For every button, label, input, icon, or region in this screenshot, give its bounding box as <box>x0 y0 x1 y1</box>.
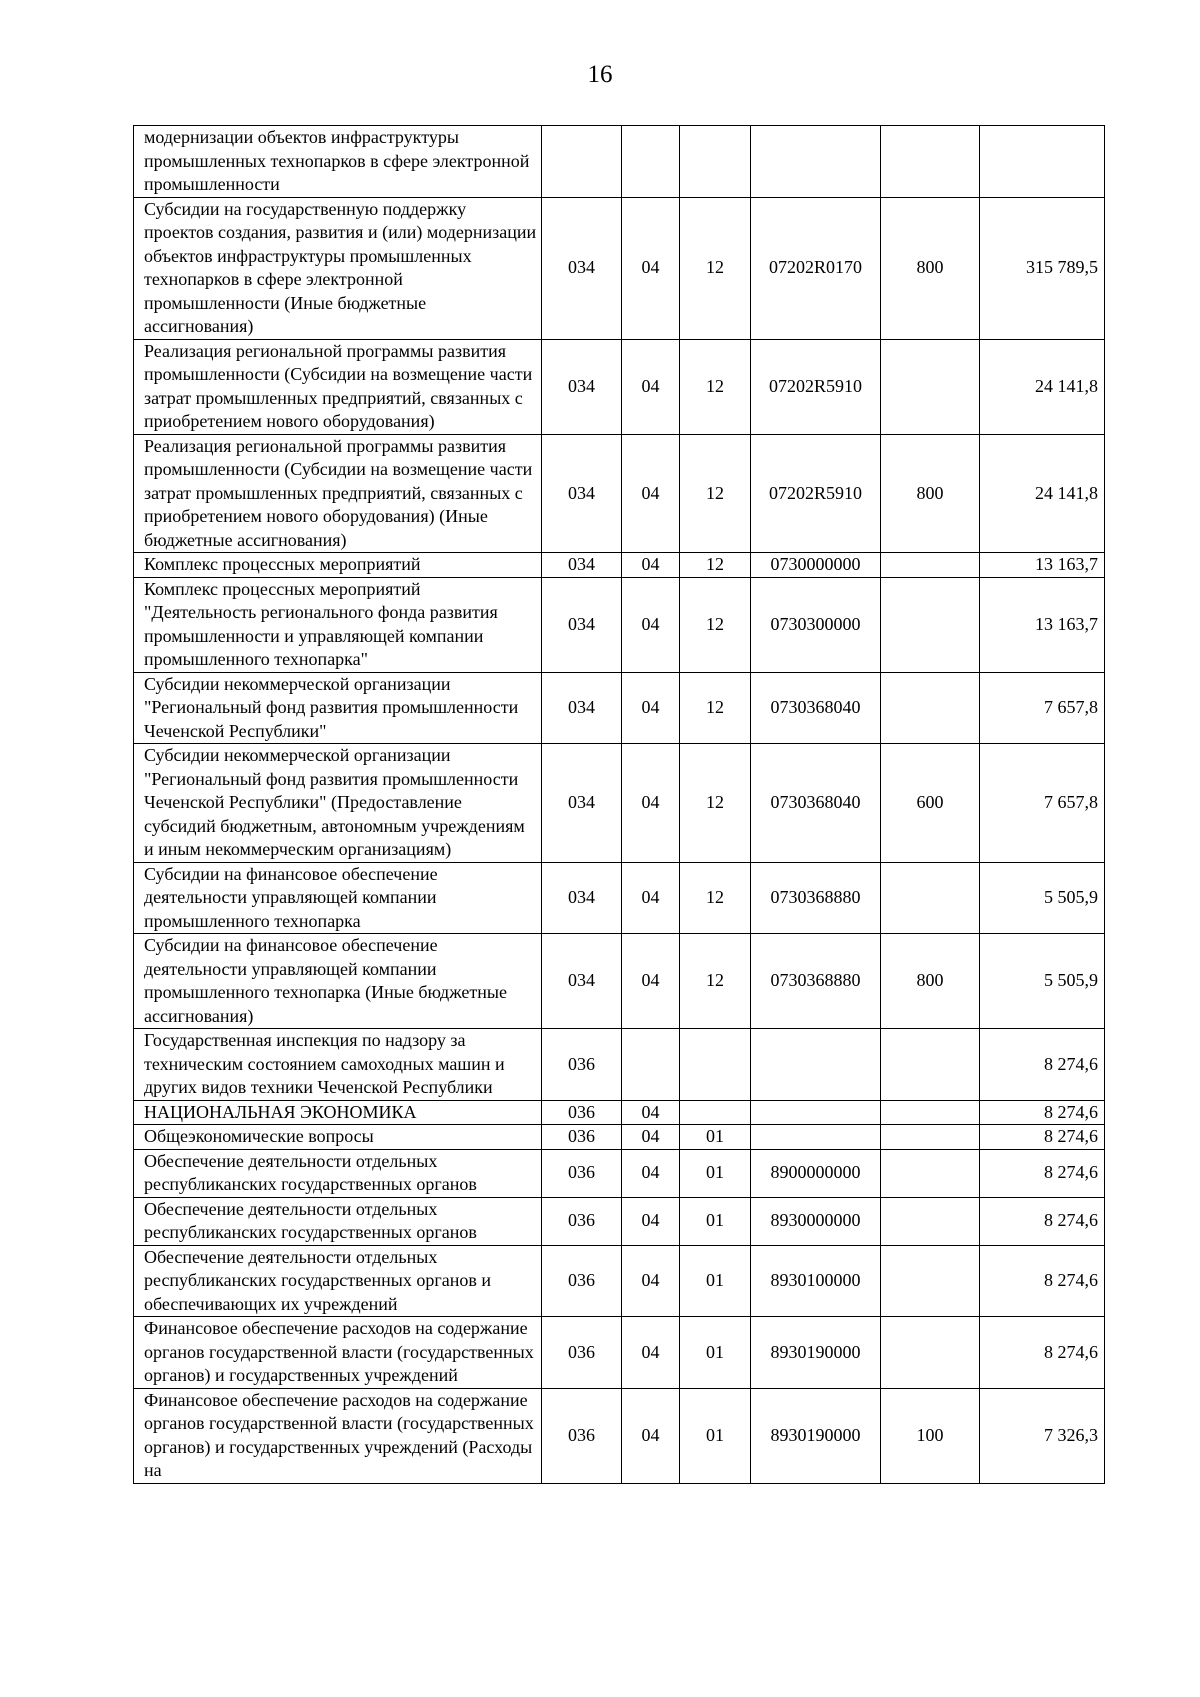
cell-pr: 12 <box>680 434 751 553</box>
cell-pr: 01 <box>680 1197 751 1245</box>
cell-grbs <box>542 126 622 198</box>
cell-vr <box>881 126 980 198</box>
table-row <box>134 1029 1105 1101</box>
cell-amount: 8 274,6 <box>980 1197 1105 1245</box>
cell-name: Финансовое обеспечение расходов на содержание органов государственной власти (государственных органов) и государственных учреждений (Расходы на <box>134 1388 542 1483</box>
cell-name: Субсидии некоммерческой организации "Региональный фонд развития промышленности Чеченской Республики" (Предоставление субсидий бюджетным, автономным учреждениям и иным некоммерческим организациям) <box>134 744 542 863</box>
cell-csr: 07202R5910 <box>751 339 881 434</box>
cell-rz: 04 <box>622 1317 680 1389</box>
cell-csr: 8930190000 <box>751 1388 881 1483</box>
cell-grbs: 036 <box>542 1197 622 1245</box>
cell-csr: 0730368040 <box>751 744 881 863</box>
cell-pr: 12 <box>680 862 751 934</box>
cell-csr: 0730300000 <box>751 577 881 672</box>
cell-name: модернизации объектов инфраструктуры промышленных технопарков в сфере электронной промышленности <box>134 126 542 198</box>
cell-pr: 01 <box>680 1245 751 1317</box>
table-row <box>134 577 1105 672</box>
cell-amount: 315 789,5 <box>980 197 1105 339</box>
cell-amount: 8 274,6 <box>980 1245 1105 1317</box>
cell-name: Субсидии некоммерческой организации "Региональный фонд развития промышленности Чеченской Республики" <box>134 672 542 744</box>
cell-grbs: 036 <box>542 1317 622 1389</box>
cell-vr <box>881 1245 980 1317</box>
cell-rz: 04 <box>622 1100 680 1125</box>
cell-csr: 0730000000 <box>751 553 881 578</box>
cell-csr: 0730368040 <box>751 672 881 744</box>
cell-amount: 8 274,6 <box>980 1149 1105 1197</box>
table-row <box>134 1197 1105 1245</box>
cell-amount <box>980 126 1105 198</box>
table-row <box>134 197 1105 339</box>
cell-vr <box>881 1029 980 1101</box>
cell-grbs: 036 <box>542 1388 622 1483</box>
cell-vr <box>881 1197 980 1245</box>
table-row <box>134 1100 1105 1125</box>
cell-csr <box>751 1125 881 1150</box>
cell-rz <box>622 126 680 198</box>
cell-name: Субсидии на финансовое обеспечение деятельности управляющей компании промышленного технопарка <box>134 862 542 934</box>
cell-name: Реализация региональной программы развития промышленности (Субсидии на возмещение части затрат промышленных предприятий, связанных с приобретением нового оборудования) <box>134 339 542 434</box>
cell-rz: 04 <box>622 1245 680 1317</box>
cell-grbs: 034 <box>542 862 622 934</box>
table-row <box>134 934 1105 1029</box>
cell-amount: 8 274,6 <box>980 1317 1105 1389</box>
cell-amount: 7 657,8 <box>980 744 1105 863</box>
cell-vr <box>881 1100 980 1125</box>
cell-amount: 24 141,8 <box>980 339 1105 434</box>
cell-csr: 0730368880 <box>751 862 881 934</box>
cell-name: Обеспечение деятельности отдельных республиканских государственных органов <box>134 1149 542 1197</box>
cell-csr: 8930000000 <box>751 1197 881 1245</box>
cell-vr: 600 <box>881 744 980 863</box>
cell-name: Комплекс процессных мероприятий <box>134 553 542 578</box>
cell-rz: 04 <box>622 744 680 863</box>
cell-name: Финансовое обеспечение расходов на содержание органов государственной власти (государственных органов) и государственных учреждений <box>134 1317 542 1389</box>
budget-table-body <box>134 126 1105 1484</box>
cell-rz: 04 <box>622 672 680 744</box>
cell-csr: 0730368880 <box>751 934 881 1029</box>
cell-rz: 04 <box>622 577 680 672</box>
cell-rz: 04 <box>622 862 680 934</box>
cell-vr: 100 <box>881 1388 980 1483</box>
budget-table <box>133 125 1105 1484</box>
cell-name: Обеспечение деятельности отдельных республиканских государственных органов <box>134 1197 542 1245</box>
cell-rz <box>622 1029 680 1101</box>
cell-amount: 5 505,9 <box>980 934 1105 1029</box>
page-number: 16 <box>587 61 613 88</box>
cell-rz: 04 <box>622 434 680 553</box>
cell-amount: 24 141,8 <box>980 434 1105 553</box>
cell-vr: 800 <box>881 434 980 553</box>
cell-grbs: 034 <box>542 934 622 1029</box>
cell-grbs: 034 <box>542 197 622 339</box>
cell-name: НАЦИОНАЛЬНАЯ ЭКОНОМИКА <box>134 1100 542 1125</box>
cell-amount: 8 274,6 <box>980 1125 1105 1150</box>
cell-vr <box>881 672 980 744</box>
cell-csr: 07202R5910 <box>751 434 881 553</box>
cell-pr <box>680 1100 751 1125</box>
cell-pr: 01 <box>680 1125 751 1150</box>
cell-grbs: 036 <box>542 1100 622 1125</box>
cell-pr: 01 <box>680 1388 751 1483</box>
cell-amount: 5 505,9 <box>980 862 1105 934</box>
cell-vr <box>881 339 980 434</box>
cell-rz: 04 <box>622 339 680 434</box>
cell-pr: 12 <box>680 934 751 1029</box>
cell-amount: 13 163,7 <box>980 577 1105 672</box>
cell-vr <box>881 577 980 672</box>
cell-pr: 12 <box>680 553 751 578</box>
cell-vr <box>881 1125 980 1150</box>
cell-grbs: 034 <box>542 553 622 578</box>
cell-amount: 7 326,3 <box>980 1388 1105 1483</box>
cell-name: Субсидии на государственную поддержку проектов создания, развития и (или) модернизации объектов инфраструктуры промышленных технопарков в сфере электронной промышленности (Иные бюджетные ассигнования) <box>134 197 542 339</box>
cell-grbs: 034 <box>542 339 622 434</box>
cell-rz: 04 <box>622 1388 680 1483</box>
cell-rz: 04 <box>622 1197 680 1245</box>
cell-pr: 12 <box>680 197 751 339</box>
cell-name: Комплекс процессных мероприятий "Деятельность регионального фонда развития промышленности и управляющей компании промышленного технопарка" <box>134 577 542 672</box>
cell-amount: 13 163,7 <box>980 553 1105 578</box>
cell-grbs: 036 <box>542 1149 622 1197</box>
table-row <box>134 1245 1105 1317</box>
cell-pr: 12 <box>680 577 751 672</box>
cell-name: Субсидии на финансовое обеспечение деятельности управляющей компании промышленного технопарка (Иные бюджетные ассигнования) <box>134 934 542 1029</box>
table-row <box>134 126 1105 198</box>
table-row <box>134 672 1105 744</box>
table-row <box>134 1125 1105 1150</box>
cell-csr: 8900000000 <box>751 1149 881 1197</box>
cell-rz: 04 <box>622 553 680 578</box>
cell-pr <box>680 1029 751 1101</box>
cell-name: Государственная инспекция по надзору за техническим состоянием самоходных машин и других видов техники Чеченской Республики <box>134 1029 542 1101</box>
table-row <box>134 339 1105 434</box>
cell-pr: 01 <box>680 1149 751 1197</box>
cell-grbs: 034 <box>542 744 622 863</box>
table-row <box>134 434 1105 553</box>
table-row <box>134 1317 1105 1389</box>
cell-vr <box>881 1149 980 1197</box>
cell-csr: 07202R0170 <box>751 197 881 339</box>
cell-vr <box>881 862 980 934</box>
cell-grbs: 036 <box>542 1029 622 1101</box>
cell-name: Общеэкономические вопросы <box>134 1125 542 1150</box>
cell-pr <box>680 126 751 198</box>
cell-grbs: 036 <box>542 1245 622 1317</box>
cell-csr <box>751 1029 881 1101</box>
cell-name: Реализация региональной программы развития промышленности (Субсидии на возмещение части затрат промышленных предприятий, связанных с приобретением нового оборудования) (Иные бюджетные ассигнования) <box>134 434 542 553</box>
cell-grbs: 034 <box>542 434 622 553</box>
cell-csr: 8930100000 <box>751 1245 881 1317</box>
cell-amount: 8 274,6 <box>980 1100 1105 1125</box>
cell-rz: 04 <box>622 934 680 1029</box>
cell-rz: 04 <box>622 1149 680 1197</box>
cell-amount: 7 657,8 <box>980 672 1105 744</box>
cell-grbs: 034 <box>542 577 622 672</box>
cell-name: Обеспечение деятельности отдельных республиканских государственных органов и обеспечивающих их учреждений <box>134 1245 542 1317</box>
table-row <box>134 862 1105 934</box>
cell-grbs: 036 <box>542 1125 622 1150</box>
cell-csr <box>751 126 881 198</box>
cell-vr: 800 <box>881 197 980 339</box>
cell-pr: 12 <box>680 339 751 434</box>
cell-csr <box>751 1100 881 1125</box>
cell-vr: 800 <box>881 934 980 1029</box>
cell-pr: 01 <box>680 1317 751 1389</box>
cell-amount: 8 274,6 <box>980 1029 1105 1101</box>
cell-rz: 04 <box>622 1125 680 1150</box>
cell-pr: 12 <box>680 672 751 744</box>
table-row <box>134 1149 1105 1197</box>
table-row <box>134 744 1105 863</box>
cell-vr <box>881 553 980 578</box>
cell-rz: 04 <box>622 197 680 339</box>
cell-vr <box>881 1317 980 1389</box>
cell-grbs: 034 <box>542 672 622 744</box>
table-row <box>134 553 1105 578</box>
cell-pr: 12 <box>680 744 751 863</box>
table-row <box>134 1388 1105 1483</box>
cell-csr: 8930190000 <box>751 1317 881 1389</box>
